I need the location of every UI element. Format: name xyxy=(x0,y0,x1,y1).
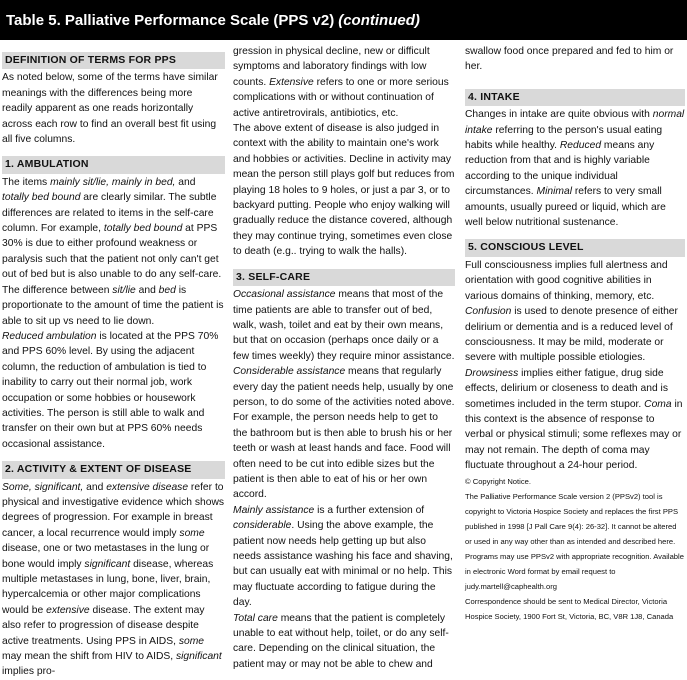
intake-paragraph: Changes in intake are quite obvious with normal intake referring to the person's usual eating habits while healthy. Reduced means any reduction from that and is highly variable according to the unique individual circumstances. Minimal refers to very small amounts, usually pureed or liquid, which are well below nutritional sustenance. xyxy=(465,109,685,229)
definitions-text: As noted below, some of the terms have similar meanings with the differences being more readily apparent as one reads horizontally across each row to find an overall best fit using all five columns. xyxy=(2,72,218,146)
title-continued: (continued) xyxy=(338,11,420,29)
copyright-notice: © Copyright Notice. xyxy=(465,476,531,486)
section-heading-activity: 2. ACTIVITY & EXTENT OF DISEASE xyxy=(2,461,225,478)
self-care-paragraph-1: Occasional assistance means that most of the time patients are able to transfer out of bed, walk, wash, toilet and eat by their own means, but that on occasion (perhaps once daily or a few times weekly) they require minor assistance. xyxy=(233,289,455,362)
section-heading-self-care: 3. SELF-CARE xyxy=(233,269,455,286)
copyright-legal-text: The Palliative Performance Scale version 2 (PPSv2) tool is copyright to Victoria Hospice Society and replaces the first PPS published in 1998 [J Pall Care 9(4): 26-32]. It cannot be altered or used in any way other than as intended and described here. Programs may use PPSv2 with appropriate recognition. Available in electronic Word format by email request to judy.martell@caphealth.org xyxy=(465,491,684,591)
columns xyxy=(0,40,687,678)
self-care-paragraph-2: Considerable assistance means that regularly every day the patient needs help, usually by one person, to do some of the activities noted above. For example, the person needs help to get to the bathroom but is then able to brush his or her teeth or wash at least hands and face. Food will often need to be cut into edible sizes but the patient is then able to eat of his or her own accord. xyxy=(233,366,455,501)
activity-continued-1: gression in physical decline, new or difficult symptoms and laboratory findings with low counts. Extensive refers to one or more serious complications with or without continuation of active antiretrovirals, antibiotics, etc. xyxy=(233,46,449,119)
self-care-continued: swallow food once prepared and fed to him or her. xyxy=(465,46,674,73)
section-heading-ambulation: 1. AMBULATION xyxy=(2,156,225,173)
conscious-level-paragraph: Full consciousness implies full alertness and orientation with good cognitive abilities in various domains of thinking, memory, etc. Confusion is used to denote presence of either delirium or dementia and is a reduced level of consciousness. It may be mild, moderate or severe with multiple possible etiologies. Drowsiness implies either fatigue, drug side effects, delirium or closeness to death and is sometimes included in the term stupor. Coma in this context is the absence of response to verbal or physical stimuli; some reflexes may or may not remain. The depth of coma may fluctuate throughout a 24-hour period. xyxy=(465,259,683,472)
activity-continued-2: The above extent of disease is also judged in context with the ability to maintain one's work and hobbies or activities. Decline in activity may mean the person still plays golf but reduces from playing 18 holes to 9 holes, or just a par 3, or to backyard putting. People who enjoy walking will gradually reduce the distance covered, although they may continue trying, sometimes even close to death (e.g.. trying to walk the halls). xyxy=(233,123,455,258)
ambulation-paragraph-2: Reduced ambulation is located at the PPS 70% and PPS 60% level. By using the adjacent column, the reduction of ambulation is tied to inability to carry out their normal job, work occupation or some hobbies or housework activities. The person is still able to walk and transfer on their own but at PPS 60% needs occasional assistance. xyxy=(2,330,219,450)
correspondence-text: Correspondence should be sent to Medical Director, Victoria Hospice Society, 1900 Fort St, Victoria, BC, V8R 1J8, Canada xyxy=(465,596,674,621)
column-3 xyxy=(465,44,685,624)
activity-paragraph: Some, significant, and extensive disease refer to physical and investigative evidence which shows degrees of progression. For example in breast cancer, a local recurrence would imply some disease, one or two metastases in the lung or bone would imply significant disease, whereas multiple metastases in lung, bone, liver, brain, hypercalcemia or other major complications would be extensive disease. The extent may also refer to progression of disease despite active treatments. Using PPS in AIDS, some may mean the shift from HIV to AIDS, significant implies pro- xyxy=(2,481,225,678)
table-title xyxy=(0,0,687,40)
column-2 xyxy=(233,44,455,672)
self-care-paragraph-4: Total care means that the patient is completely unable to eat without help, toilet, or do any self-care. Depending on the clinical situation, the patient may or may not be able to chew and xyxy=(233,612,449,670)
section-heading-conscious-level: 5. CONSCIOUS LEVEL xyxy=(465,239,685,256)
self-care-paragraph-3: Mainly assistance is a further extension of considerable. Using the above example, the patient now needs help getting up but also needs assistance washing his face and shaving, but can usually eat with minimal or no help. This may fluctuate according to fatigue during the day. xyxy=(233,504,453,609)
ambulation-paragraph-1: The items mainly sit/lie, mainly in bed, and totally bed bound are clearly similar. The subtle differences are related to items in the self-care column. For example, totally bed bound at PPS 30% is due to either profound weakness or paralysis such that the patient not only can't get out of bed but is also unable to do any self-care. The difference between sit/lie and bed is proportionate to the amount of time the patient is able to sit up vs need to lie down. xyxy=(2,176,224,327)
title-main: Table 5. Palliative Performance Scale (PPS v2) xyxy=(6,11,335,29)
column-1 xyxy=(2,52,225,680)
section-heading-definitions: DEFINITION OF TERMS FOR PPS xyxy=(2,52,225,69)
section-heading-intake: 4. INTAKE xyxy=(465,89,685,106)
